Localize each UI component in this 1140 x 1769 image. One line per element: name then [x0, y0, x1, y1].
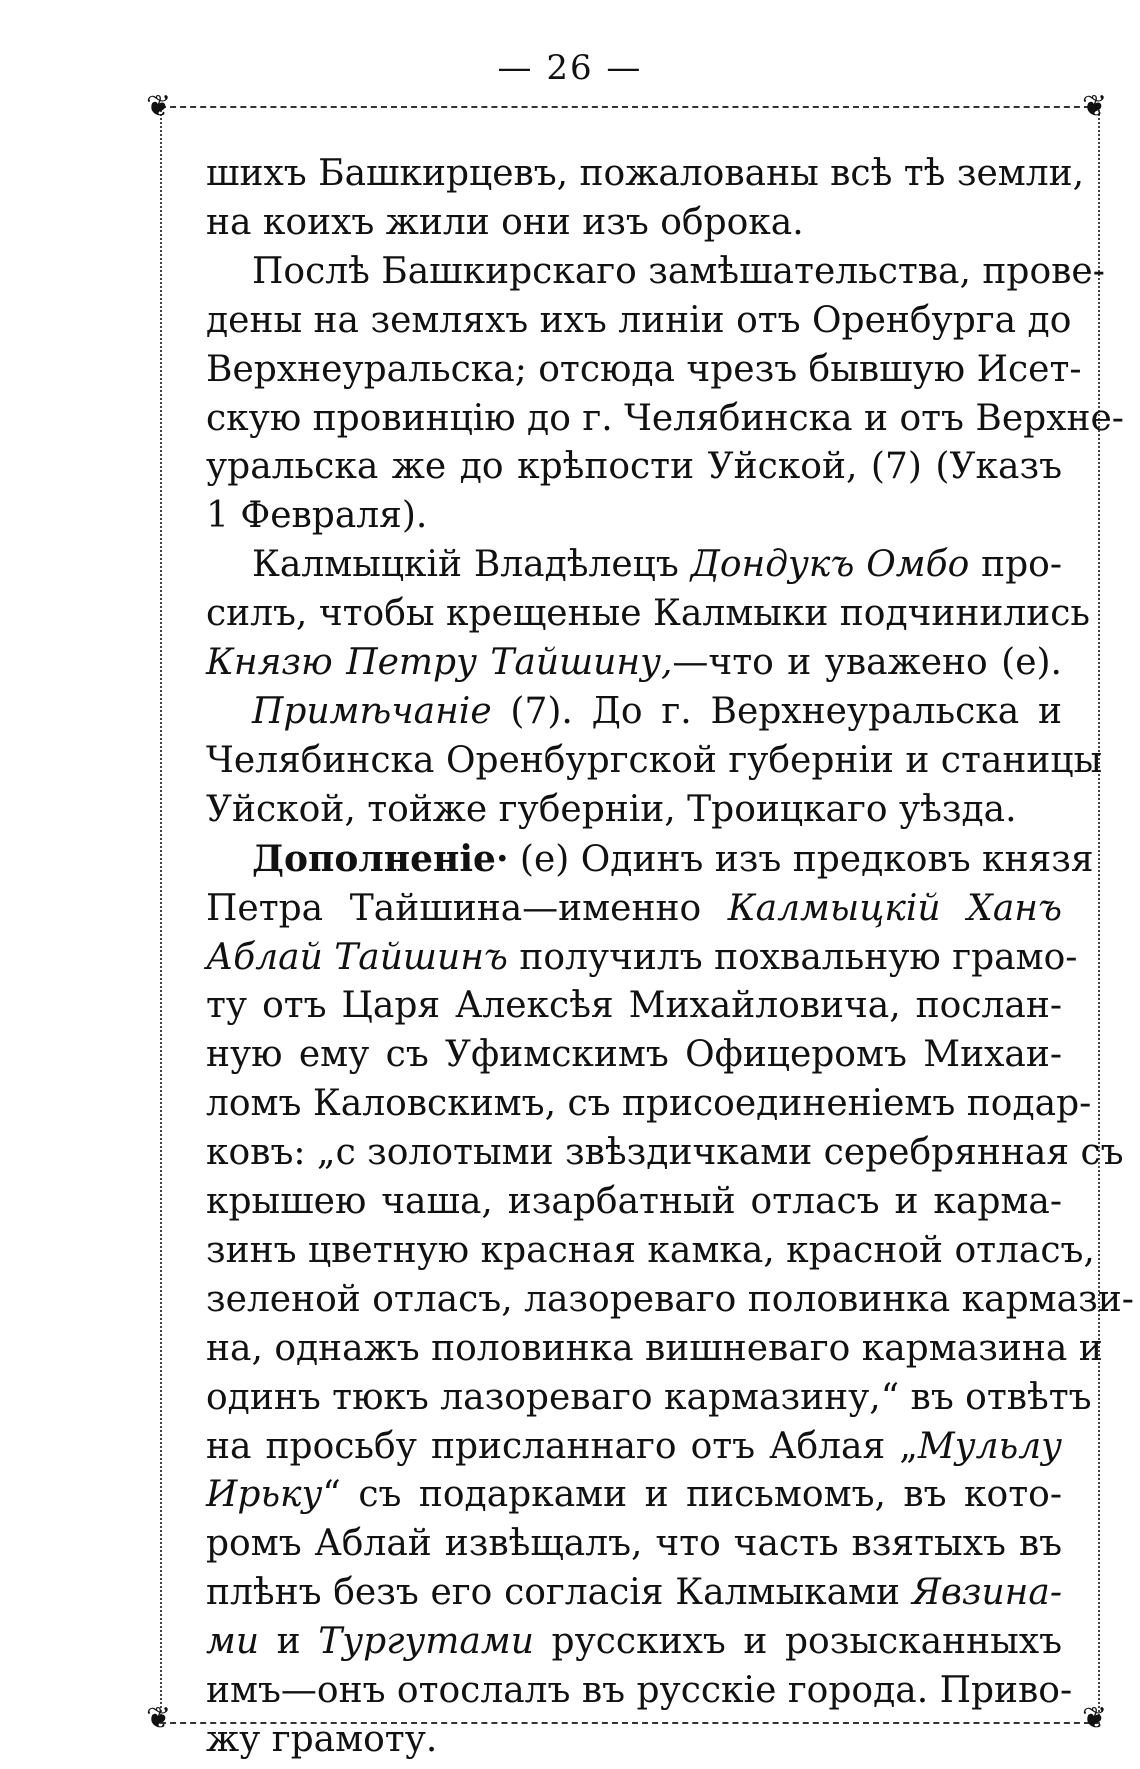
- text-line: скую провинцію до г. Челябинска и отъ Верхне-: [206, 397, 1124, 439]
- text-line: Уйской, тойже губерніи, Троицкаго уѣзда.: [206, 788, 1017, 830]
- text-line: [206, 1618, 1062, 1667]
- text-span: —что и уважено (е).: [672, 642, 1062, 684]
- text-line: имъ—онъ отослалъ въ русскіе города. Приво-: [206, 1670, 1073, 1712]
- text-line: зеленой отласъ, лазореваго половинка кармази-: [206, 1278, 1134, 1320]
- italic-text: Явзина-: [911, 1572, 1062, 1614]
- italic-text: Тургутами: [318, 1621, 534, 1663]
- text-span: про-: [969, 544, 1062, 586]
- text-line: на коихъ жили они изъ оброка.: [206, 201, 804, 243]
- italic-text: Князю Петру Тайшину,: [206, 642, 673, 684]
- text-line: ломъ Каловскимъ, съ присоединеніемъ подар-: [206, 1083, 1092, 1125]
- text-line: дены на земляхъ ихъ линіи отъ Оренбурга до: [206, 299, 1072, 341]
- text-line: [206, 1569, 1062, 1618]
- text-span: (е) Одинъ изъ предковъ князя: [508, 838, 1094, 880]
- bold-text: Дополненіе·: [252, 837, 509, 880]
- text-line: [206, 639, 1062, 688]
- text-line: зинъ цветную красная камка, красной отласъ,: [206, 1229, 1095, 1271]
- italic-text: Примѣчаніе: [252, 690, 492, 732]
- corner-ornament-icon: ❦: [1082, 89, 1108, 124]
- italic-text: Аблай Тайшинъ: [206, 936, 508, 978]
- text-line: уральска же до крѣпости Уйской, (7) (Указъ: [206, 446, 1062, 488]
- text-line: Послѣ Башкирскаго замѣшательства, прове-: [252, 250, 1105, 292]
- text-line: [206, 1471, 1062, 1520]
- italic-text: Ирьку: [206, 1474, 323, 1516]
- text-span: на просьбу присланнаго отъ Аблая „: [206, 1425, 918, 1467]
- text-line: крышею чаша, изарбатный отласъ и карма-: [206, 1181, 1062, 1223]
- text-line: [206, 934, 1078, 983]
- body-text: [206, 150, 1134, 1765]
- text-line: шихъ Башкирцевъ, пожалованы всѣ тѣ земли,: [206, 153, 1085, 194]
- text-line: силъ, чтобы крещеные Калмыки подчинились: [206, 593, 1091, 635]
- corner-ornament-icon: ❦: [146, 1701, 172, 1736]
- text-line: ту отъ Царя Алексѣя Михайловича, послан-: [206, 985, 1062, 1027]
- text-line: [206, 688, 1062, 737]
- text-span: русскихъ и розысканныхъ: [533, 1621, 1062, 1663]
- italic-text: Мульлу: [917, 1425, 1062, 1467]
- text-line: ковъ: „с золотыми звѣздичками серебрянная съ: [206, 1132, 1124, 1174]
- text-span: получилъ похвальную грамо-: [507, 936, 1078, 978]
- text-line: [206, 1423, 1062, 1472]
- text-span: “ съ подарками и письмомъ, въ кото-: [322, 1474, 1062, 1516]
- corner-ornament-icon: ❦: [1082, 1701, 1108, 1736]
- text-span: Калмыцкій Владѣлецъ: [252, 544, 691, 586]
- text-line: одинъ тюкъ лазореваго кармазину,“ въ отвѣтъ: [206, 1376, 1092, 1418]
- text-line: на, однажъ половинка вишневаго кармазина и: [206, 1327, 1103, 1369]
- page-number: — 26 —: [497, 48, 643, 88]
- text-line: [206, 835, 1094, 885]
- text-span: плѣнъ безъ его согласія Калмыками: [206, 1572, 912, 1614]
- text-line: Челябинска Оренбургской губерніи и станицы: [206, 739, 1103, 781]
- text-line: жу грамоту.: [206, 1719, 438, 1760]
- text-line: [206, 885, 1062, 934]
- text-line: 1 Февраля).: [206, 495, 428, 537]
- italic-text: ми: [206, 1621, 260, 1663]
- italic-text: Калмыцкій Ханъ: [727, 887, 1062, 929]
- corner-ornament-icon: ❦: [146, 89, 172, 124]
- italic-text: Дондукъ Омбо: [690, 544, 970, 586]
- text-line: Верхнеуральска; отсюда чрезъ бывшую Исет-: [206, 348, 1082, 390]
- text-line: ную ему съ Уфимскимъ Офицеромъ Михаи-: [206, 1034, 1062, 1076]
- text-line: ромъ Аблай извѣщалъ, что часть взятыхъ въ: [206, 1523, 1062, 1565]
- text-span: и: [259, 1621, 319, 1663]
- text-line: [206, 541, 1062, 590]
- text-span: Петра Тайшина—именно: [206, 887, 728, 929]
- text-span: (7). До г. Верхнеуральска и: [491, 690, 1062, 732]
